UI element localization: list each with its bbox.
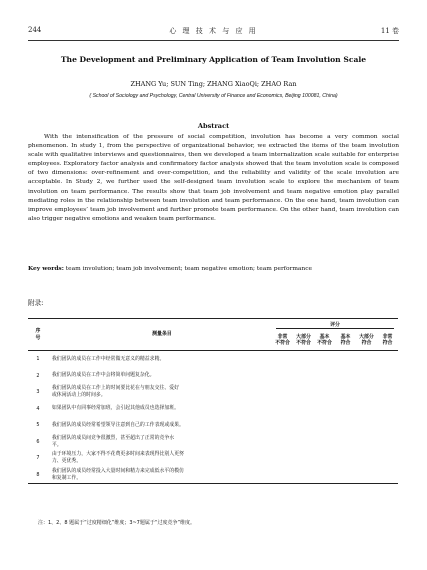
row-item: 我们团队的成员间竞争很激烈，甚至超出了正常的竞争水 平。: [51, 434, 175, 448]
rating-cell[interactable]: [377, 368, 398, 385]
rating-cell[interactable]: [335, 351, 356, 368]
rating-cell[interactable]: [356, 417, 377, 434]
rating-cell[interactable]: [293, 384, 314, 401]
row-number: 2: [36, 372, 40, 379]
rating-cell[interactable]: [377, 417, 398, 434]
rating-cell[interactable]: [356, 401, 377, 418]
rating-cell[interactable]: [335, 434, 356, 451]
rating-cell[interactable]: [356, 450, 377, 467]
table-row: [28, 434, 398, 451]
table-row: [28, 450, 398, 467]
running-header: [28, 26, 399, 38]
rating-cell[interactable]: [335, 401, 356, 418]
rating-cell[interactable]: [335, 384, 356, 401]
rating-cell[interactable]: [377, 434, 398, 451]
rating-cell[interactable]: [272, 401, 293, 418]
rating-cell[interactable]: [356, 368, 377, 385]
paper-title: The Development and Preliminary Application of Team Involution Scale: [60, 55, 367, 64]
row-number: 8: [36, 471, 40, 478]
volume-label: 11 卷: [380, 27, 399, 35]
affiliation: ( School of Sociology and Psychology, Central University of Finance and Economics, Beijing 100081, China): [89, 93, 338, 99]
rating-cell[interactable]: [314, 417, 335, 434]
rating-cell[interactable]: [314, 401, 335, 418]
journal-name: 心 理 技 术 与 应 用: [169, 27, 258, 35]
rating-cell[interactable]: [293, 450, 314, 467]
rating-cell[interactable]: [272, 417, 293, 434]
keywords-text: team involution; team job involvement; team negative emotion; team performance: [63, 266, 312, 272]
keywords: [28, 264, 399, 274]
row-item: 我们团队的成员经常投入大量时间和精力来完成低水平的模仿 和复制工作。: [51, 467, 184, 481]
rating-cell[interactable]: [356, 384, 377, 401]
col-item-header: 测量条目: [152, 331, 172, 337]
rating-cell[interactable]: [293, 417, 314, 434]
rating-cell[interactable]: [335, 368, 356, 385]
score-header: 评分: [272, 319, 398, 331]
rating-cell[interactable]: [272, 351, 293, 368]
option-header: 大部分 不符合: [296, 333, 311, 346]
rating-cell[interactable]: [356, 434, 377, 451]
row-number: 6: [36, 438, 40, 445]
row-number: 5: [36, 422, 40, 429]
table-row: [28, 401, 398, 418]
appendix-label: 附录:: [28, 299, 44, 307]
rating-cell[interactable]: [314, 450, 335, 467]
row-item: 我们团队的成员在工作中会将简单问题复杂化。: [51, 372, 155, 379]
rating-cell[interactable]: [335, 417, 356, 434]
table-note: 注：1、2、8 题属于“过度精细化”维度；3~7题属于“过度竞争”维度。: [38, 520, 196, 526]
rating-cell[interactable]: [293, 401, 314, 418]
table-row: [28, 368, 398, 385]
rating-cell[interactable]: [314, 434, 335, 451]
row-item: 由于环境压力，大家不得不花费更多时间来表现得比别人更努 力、更优秀。: [51, 451, 184, 465]
row-item: 我们团队的成员在工作中经常做无意义的精益求精。: [51, 355, 165, 362]
keywords-label: Key words:: [28, 265, 64, 272]
header-rule: [28, 40, 399, 41]
rating-cell[interactable]: [314, 467, 335, 484]
option-header: 大部分 符合: [359, 333, 374, 346]
rating-cell[interactable]: [293, 351, 314, 368]
page-number: 244: [28, 26, 42, 34]
rating-cell[interactable]: [293, 368, 314, 385]
row-item: 我们团队的成员经常希望领导注意到自己的工作表现或成果。: [51, 421, 184, 428]
abstract-text: With the intensification of the pressure of social competition, involution has become a very common social phenomenon. In study 1, from the perspective of organizational behavior, we extracted the items of the team involution scale with qualitative interviews and questionnaires, then we developed a team internalization scale suitable for enterprise employees. Exploratory factor analysis and confirmatory factor analysis showed that the team involution scale is composed of two dimensions: over-refinement and over-competition, and the reliability and validity of the scale involution are acceptable. In Study 2, we further used the self-designed team involution scale to explore the mechanism of team involution on team performance. The results show that team job involvement and team negative emotion play parallel mediating roles in the relationship between team involution and team performance. On the one hand, team involution can improve employees’ team job involvement and further promote team performance. On the other hand, team involution can also trigger negative emotions and weaken team performance.: [28, 134, 399, 222]
scale-table: [28, 318, 398, 484]
abstract-heading: Abstract: [197, 122, 230, 130]
rating-cell[interactable]: [314, 351, 335, 368]
rating-cell[interactable]: [272, 450, 293, 467]
row-number: 1: [36, 356, 40, 363]
rating-cell[interactable]: [377, 467, 398, 484]
row-number: 4: [36, 405, 40, 412]
row-number: 7: [36, 455, 40, 462]
row-item: 如果团队中有同事经常加班，会引起其他成员也选择加班。: [51, 405, 180, 412]
rating-cell[interactable]: [377, 351, 398, 368]
option-header: 基本 不符合: [317, 333, 332, 346]
row-item: 我们团队的成员在工作上的时间要比花在与朋友交往、爱好 或休闲活动上的时间多。: [51, 385, 180, 399]
option-header: 非常 符合: [382, 333, 393, 346]
col-number-header: 序 号: [35, 327, 41, 341]
option-header: 非常 不符合: [275, 333, 290, 346]
rating-cell[interactable]: [335, 467, 356, 484]
rating-cell[interactable]: [272, 368, 293, 385]
table-row: [28, 351, 398, 368]
rating-cell[interactable]: [356, 351, 377, 368]
rating-cell[interactable]: [377, 384, 398, 401]
rating-cell[interactable]: [335, 450, 356, 467]
rating-cell[interactable]: [314, 368, 335, 385]
rating-cell[interactable]: [272, 467, 293, 484]
table-row: [28, 417, 398, 434]
rating-cell[interactable]: [293, 467, 314, 484]
rating-cell[interactable]: [377, 450, 398, 467]
option-header: 基本 符合: [340, 333, 351, 346]
rating-cell[interactable]: [314, 384, 335, 401]
table-row: [28, 384, 398, 401]
rating-cell[interactable]: [377, 401, 398, 418]
table-row: [28, 467, 398, 484]
rating-cell[interactable]: [272, 434, 293, 451]
row-number: 3: [36, 389, 40, 396]
authors: ZHANG Yu; SUN Ting; ZHANG XiaoQi; ZHAO Ran: [130, 80, 297, 88]
rating-cell[interactable]: [293, 434, 314, 451]
rating-cell[interactable]: [356, 467, 377, 484]
abstract-body: [28, 133, 399, 224]
rating-cell[interactable]: [272, 384, 293, 401]
